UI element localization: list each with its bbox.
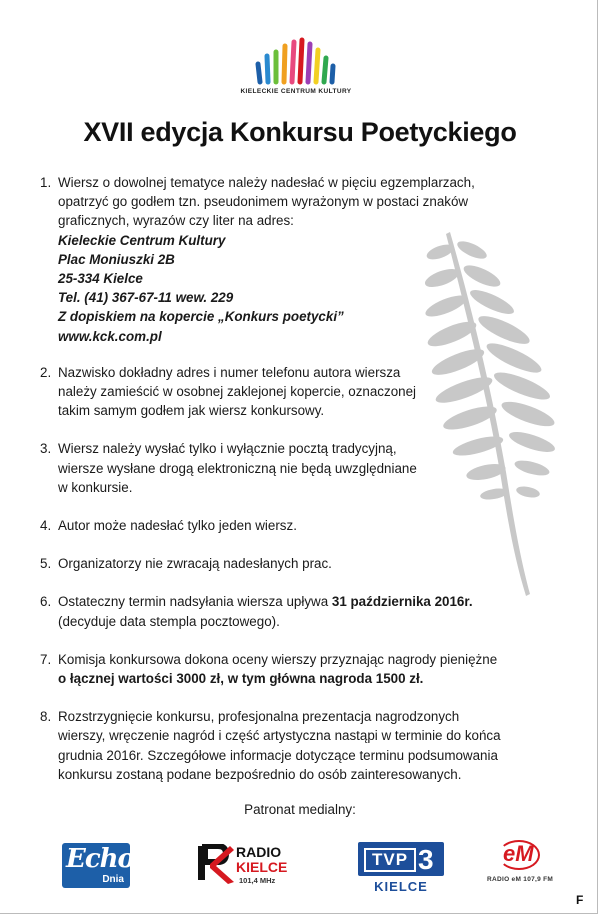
list-item <box>40 592 530 630</box>
item-text: w konkursie. <box>58 479 133 495</box>
address-line: Kieleckie Centrum Kultury <box>58 232 226 248</box>
item-number: 2. <box>40 364 52 380</box>
item-text: Wiersz należy wysłać tylko i wyłącznie pocztą tradycyjną, <box>58 441 397 457</box>
item-text: Organizatorzy nie zwracają nadesłanych prac. <box>58 556 332 572</box>
item-text: Komisja konkursowa dokona oceny wierszy przyznając nagrody pieniężne <box>58 651 498 667</box>
list-item <box>40 650 530 688</box>
item-text-part: Ostateczny termin nadsyłania wiersza upływa <box>58 594 332 610</box>
item-number: 1. <box>40 175 52 190</box>
item-text: takim samym godłem jak wiersz konkursowy. <box>58 403 325 419</box>
item-text: graficznych, wyrazów czy liter na adres: <box>58 213 294 229</box>
list-item <box>40 173 530 346</box>
list-item <box>40 516 530 535</box>
tvp-name: TVP <box>364 848 416 872</box>
item-text: konkursu zostaną podane bezpośrednio do osób zainteresowanych. <box>58 766 462 782</box>
list-item <box>40 554 530 573</box>
radio-frequency: 101,4 MHz <box>239 876 276 885</box>
echo-logo-text: Echo <box>66 844 134 874</box>
item-text: należy zamieścić w osobnej zaklejonej kopercie, oznaczonej <box>58 384 417 400</box>
corner-mark: F <box>576 893 584 907</box>
media-patronage-label: Patronat medialny: <box>244 802 356 817</box>
tvp-box <box>358 842 444 876</box>
item-text: Wiersz o dowolnej tematyce należy nadesłać w pięciu egzemplarzach, <box>58 175 475 190</box>
address-line: 25-334 Kielce <box>58 271 143 287</box>
tvp-number: 3 <box>418 844 434 875</box>
echo-logo-subtext: Dnia <box>102 874 124 885</box>
list-item <box>40 439 530 497</box>
deadline-date: 31 października 2016r. <box>331 594 473 610</box>
item-number: 5. <box>40 556 52 572</box>
item-text: wiersze wysłane drogą elektroniczną nie będą uwzględniane <box>58 460 417 476</box>
item-number: 6. <box>40 594 52 610</box>
address-note: Z dopiskiem na kopercie „Konkurs poetycki” <box>58 309 344 325</box>
prize-amount: o łącznej wartości 3000 zł, w tym główna nagroda 1500 zł. <box>58 671 424 687</box>
address-phone: Tel. (41) 367-67-11 wew. 229 <box>58 290 234 306</box>
item-text: Autor może nadesłać tylko jeden wiersz. <box>58 518 297 534</box>
item-text: Nazwisko dokładny adres i numer telefonu autora wiersza <box>58 364 401 380</box>
list-item <box>40 363 530 421</box>
item-number: 3. <box>40 441 52 457</box>
rk-mark-icon <box>196 844 234 884</box>
item-text: grudnia 2016r. Szczegółowe informacje dotyczące terminu podsumowania <box>58 747 498 763</box>
item-number: 4. <box>40 518 52 534</box>
website-link[interactable]: www.kck.com.pl <box>58 328 162 344</box>
rules-list <box>40 173 530 803</box>
radio-kielce-logo <box>196 842 296 890</box>
item-text: wierszy, wręczenie nagród i część artystyczna nastąpi w terminie do końca <box>58 728 501 744</box>
item-text: Rozstrzygnięcie konkursu, profesjonalna prezentacja nagrodzonych <box>58 709 460 725</box>
item-text: opatrzyć go godłem tzn. pseudonimem wyrażonym w postaci znaków <box>58 194 469 210</box>
echo-dnia-logo <box>62 843 134 888</box>
item-text <box>58 592 530 611</box>
item-text: (decyduje data stempla pocztowego). <box>58 613 280 629</box>
list-item <box>40 707 530 784</box>
tvp3-kielce-logo <box>358 842 444 894</box>
radio-label: RADIO <box>236 844 282 860</box>
em-logo-text: eM <box>503 841 534 866</box>
tvp-city: KIELCE <box>374 879 428 894</box>
address-line: Plac Moniuszki 2B <box>58 251 175 267</box>
radio-city: KIELCE <box>236 859 288 875</box>
logo-caption: KIELECKIE CENTRUM KULTURY <box>240 88 352 95</box>
em-frequency: RADIO eM 107,9 FM <box>487 876 554 883</box>
radio-em-logo <box>485 838 554 890</box>
item-number: 7. <box>40 651 52 667</box>
page-title: XVII edycja Konkursu Poetyckiego <box>83 117 517 147</box>
item-number: 8. <box>40 709 52 725</box>
